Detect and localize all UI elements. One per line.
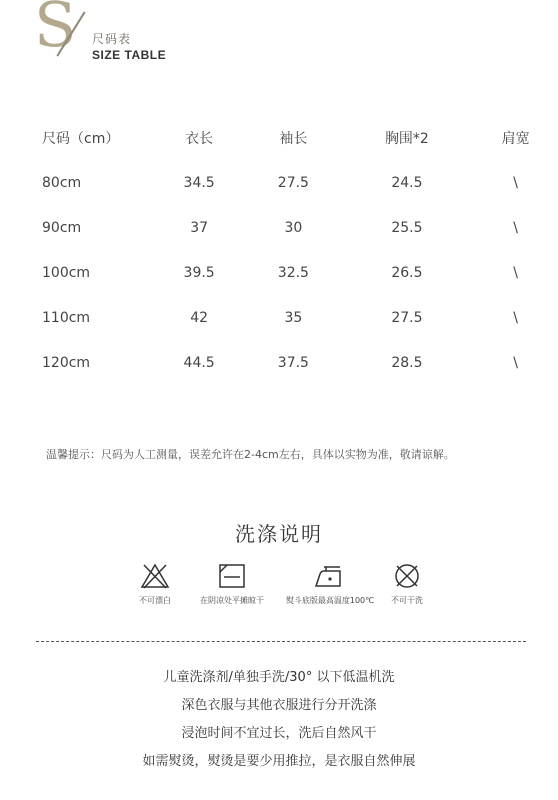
no-bleach-label: 不可漂白 xyxy=(139,596,171,605)
dashed-divider xyxy=(36,641,526,642)
header-length: 衣长 xyxy=(185,130,214,147)
title-en: SIZE TABLE xyxy=(92,48,167,62)
cell-sleeve: 35 xyxy=(284,309,303,326)
cell-chest: 27.5 xyxy=(391,309,423,326)
cell-size: 90cm xyxy=(42,219,82,236)
size-table xyxy=(18,115,558,385)
iron-icon xyxy=(312,562,348,590)
cell-size: 100cm xyxy=(42,264,91,281)
cell-shoulder: \ xyxy=(513,354,519,371)
measurement-tip: 温馨提示：尺码为人工测量，误差允许在2-4cm左右，具体以实物为准，敬请谅解。 xyxy=(46,448,455,461)
cell-sleeve: 27.5 xyxy=(277,174,309,191)
cell-size: 80cm xyxy=(42,174,82,191)
no-dry-clean-label: 不可干洗 xyxy=(391,596,423,605)
cell-size: 120cm xyxy=(42,354,91,371)
title-cn: 尺码表 xyxy=(92,32,132,46)
dry-flat-shade-icon xyxy=(217,562,247,590)
no-bleach-icon xyxy=(140,562,170,590)
header-chest: 胸围*2 xyxy=(384,130,429,147)
cell-sleeve: 37.5 xyxy=(277,354,309,371)
cell-size: 110cm xyxy=(42,309,91,326)
no-dry-clean-care xyxy=(362,562,452,606)
cell-shoulder: \ xyxy=(513,309,519,326)
cell-length: 39.5 xyxy=(183,264,215,281)
cell-chest: 24.5 xyxy=(391,174,423,191)
table-row xyxy=(18,340,558,385)
iron-label: 熨斗底版最高温度100℃ xyxy=(285,596,375,605)
cell-length: 34.5 xyxy=(183,174,215,191)
cell-shoulder: \ xyxy=(513,264,519,281)
table-row xyxy=(18,160,558,205)
no-dry-clean-icon xyxy=(392,562,422,590)
header-size: 尺码（cm） xyxy=(42,130,120,147)
cell-shoulder: \ xyxy=(513,219,519,236)
wash-title: 洗涤说明 xyxy=(235,522,323,546)
dry-flat-care xyxy=(187,562,277,606)
cell-sleeve: 32.5 xyxy=(277,264,309,281)
care-instruction: 浸泡时间不宜过长，洗后自然风干 xyxy=(181,726,377,741)
care-instruction: 儿童洗涤剂/单独手洗/30° 以下低温机洗 xyxy=(163,670,395,685)
header-sleeve: 袖长 xyxy=(279,130,308,147)
cell-chest: 28.5 xyxy=(391,354,423,371)
care-instruction: 如需熨烫，熨烫是要少用推拉，是衣服自然伸展 xyxy=(142,754,416,769)
cell-length: 37 xyxy=(190,219,209,236)
table-row xyxy=(18,250,558,295)
dry-flat-label: 在阴凉处平摊晾干 xyxy=(200,596,264,605)
cell-shoulder: \ xyxy=(513,174,519,191)
cell-chest: 26.5 xyxy=(391,264,423,281)
table-row xyxy=(18,205,558,250)
care-instruction: 深色衣服与其他衣服进行分开洗涤 xyxy=(181,698,377,713)
cell-length: 44.5 xyxy=(183,354,215,371)
table-header-row xyxy=(18,115,558,160)
cell-sleeve: 30 xyxy=(284,219,303,236)
table-row xyxy=(18,295,558,340)
logo-letter: S xyxy=(34,0,77,61)
cell-length: 42 xyxy=(190,309,209,326)
cell-chest: 25.5 xyxy=(391,219,423,236)
header-shoulder: 肩宽 xyxy=(501,130,530,147)
